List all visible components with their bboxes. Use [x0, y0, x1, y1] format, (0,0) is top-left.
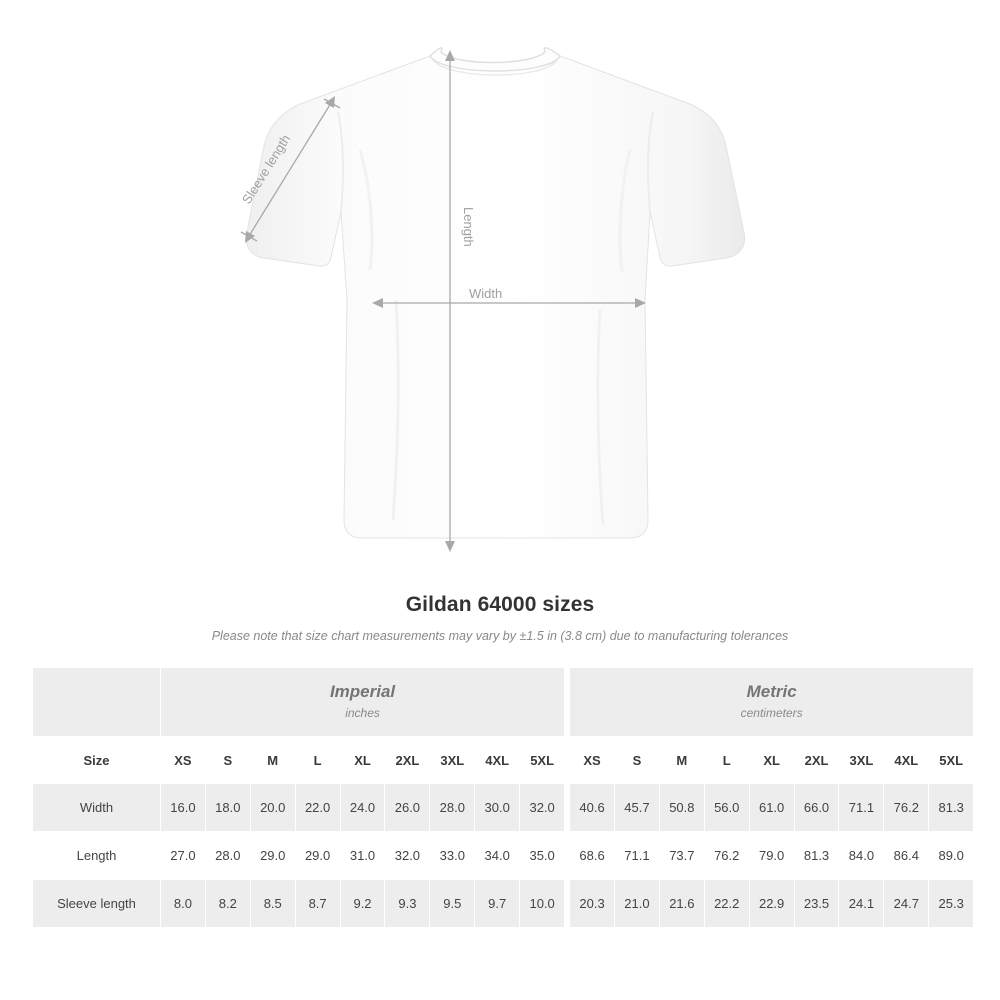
- cell-width-imperial-2xl: 26.0: [385, 784, 430, 832]
- cell-width-imperial-s: 18.0: [205, 784, 250, 832]
- size-header-imperial-s: S: [205, 737, 250, 784]
- cell-length-imperial-m: 29.0: [250, 832, 295, 880]
- cell-length-metric-xs: 68.6: [570, 832, 615, 880]
- unit-system-row: [33, 668, 974, 737]
- table-row: [33, 784, 974, 832]
- size-header-imperial-5xl: 5XL: [520, 737, 565, 784]
- cell-sleeve-imperial-xs: 8.0: [161, 880, 206, 928]
- cell-length-metric-2xl: 81.3: [794, 832, 839, 880]
- cell-sleeve-metric-2xl: 23.5: [794, 880, 839, 928]
- length-label: Length: [461, 207, 476, 247]
- size-header-row: [33, 737, 974, 784]
- page-title: Gildan 64000 sizes: [405, 593, 595, 616]
- cell-sleeve-imperial-s: 8.2: [205, 880, 250, 928]
- cell-width-imperial-xs: 16.0: [161, 784, 206, 832]
- size-header-imperial-3xl: 3XL: [430, 737, 475, 784]
- size-header-metric-xl: XL: [749, 737, 794, 784]
- cell-sleeve-metric-m: 21.6: [659, 880, 704, 928]
- size-table: [32, 667, 974, 928]
- unit-system-imperial: [161, 668, 565, 737]
- width-label: Width: [469, 286, 503, 301]
- table-row: [33, 880, 974, 928]
- cell-length-metric-m: 73.7: [659, 832, 704, 880]
- size-header-imperial-l: L: [295, 737, 340, 784]
- unit-system-metric: [570, 668, 974, 737]
- cell-width-metric-5xl: 81.3: [929, 784, 974, 832]
- size-header-metric-l: L: [704, 737, 749, 784]
- unit-system-imperial-name: Imperial: [329, 681, 396, 701]
- cell-length-metric-xl: 79.0: [749, 832, 794, 880]
- cell-length-imperial-s: 28.0: [205, 832, 250, 880]
- cell-length-imperial-xl: 31.0: [340, 832, 385, 880]
- cell-width-metric-3xl: 71.1: [839, 784, 884, 832]
- row-label-width: Width: [33, 784, 161, 832]
- cell-sleeve-imperial-3xl: 9.5: [430, 880, 475, 928]
- cell-length-imperial-xs: 27.0: [161, 832, 206, 880]
- cell-length-metric-5xl: 89.0: [929, 832, 974, 880]
- cell-width-imperial-4xl: 30.0: [475, 784, 520, 832]
- size-header-label: Size: [33, 737, 161, 784]
- cell-length-metric-l: 76.2: [704, 832, 749, 880]
- cell-length-imperial-4xl: 34.0: [475, 832, 520, 880]
- size-header-metric-m: M: [659, 737, 704, 784]
- cell-sleeve-imperial-xl: 9.2: [340, 880, 385, 928]
- unit-system-imperial-unit: inches: [345, 705, 380, 720]
- cell-sleeve-metric-xl: 22.9: [749, 880, 794, 928]
- cell-width-metric-2xl: 66.0: [794, 784, 839, 832]
- sleeve-length-label: Sleeve length: [238, 131, 294, 207]
- row-label-length: Length: [33, 832, 161, 880]
- size-header-imperial-xs: XS: [161, 737, 206, 784]
- cell-width-metric-l: 56.0: [704, 784, 749, 832]
- unit-system-metric-name: Metric: [746, 681, 797, 701]
- cell-length-imperial-5xl: 35.0: [520, 832, 565, 880]
- cell-sleeve-imperial-m: 8.5: [250, 880, 295, 928]
- size-header-imperial-xl: XL: [340, 737, 385, 784]
- cell-width-metric-s: 45.7: [615, 784, 660, 832]
- cell-sleeve-metric-l: 22.2: [704, 880, 749, 928]
- size-header-metric-s: S: [615, 737, 660, 784]
- cell-sleeve-metric-4xl: 24.7: [884, 880, 929, 928]
- size-header-metric-4xl: 4XL: [884, 737, 929, 784]
- cell-width-imperial-l: 22.0: [295, 784, 340, 832]
- cell-width-imperial-3xl: 28.0: [430, 784, 475, 832]
- cell-width-metric-xs: 40.6: [570, 784, 615, 832]
- cell-sleeve-imperial-5xl: 10.0: [520, 880, 565, 928]
- row-label-sleeve-length: Sleeve length: [33, 880, 161, 928]
- size-header-metric-xs: XS: [570, 737, 615, 784]
- cell-length-metric-s: 71.1: [615, 832, 660, 880]
- cell-width-metric-m: 50.8: [659, 784, 704, 832]
- size-table-wrapper: [32, 667, 968, 928]
- size-header-metric-5xl: 5XL: [929, 737, 974, 784]
- cell-width-imperial-5xl: 32.0: [520, 784, 565, 832]
- cell-width-metric-xl: 61.0: [749, 784, 794, 832]
- unit-system-metric-unit: centimeters: [740, 705, 803, 720]
- cell-length-imperial-l: 29.0: [295, 832, 340, 880]
- cell-sleeve-metric-3xl: 24.1: [839, 880, 884, 928]
- size-header-imperial-m: M: [250, 737, 295, 784]
- cell-sleeve-metric-xs: 20.3: [570, 880, 615, 928]
- cell-length-metric-3xl: 84.0: [839, 832, 884, 880]
- size-header-imperial-4xl: 4XL: [475, 737, 520, 784]
- tolerance-note: Please note that size chart measurements may vary by ±1.5 in (3.8 cm) due to manufacturing tolerances: [211, 629, 789, 643]
- cell-sleeve-imperial-2xl: 9.3: [385, 880, 430, 928]
- cell-length-imperial-3xl: 33.0: [430, 832, 475, 880]
- unit-row-spacer: [33, 668, 161, 737]
- table-row: [33, 832, 974, 880]
- cell-width-metric-4xl: 76.2: [884, 784, 929, 832]
- cell-length-imperial-2xl: 32.0: [385, 832, 430, 880]
- size-header-metric-2xl: 2XL: [794, 737, 839, 784]
- cell-sleeve-metric-s: 21.0: [615, 880, 660, 928]
- size-header-metric-3xl: 3XL: [839, 737, 884, 784]
- cell-length-metric-4xl: 86.4: [884, 832, 929, 880]
- size-header-imperial-2xl: 2XL: [385, 737, 430, 784]
- cell-sleeve-imperial-4xl: 9.7: [475, 880, 520, 928]
- cell-width-imperial-xl: 24.0: [340, 784, 385, 832]
- cell-sleeve-imperial-l: 8.7: [295, 880, 340, 928]
- cell-width-imperial-m: 20.0: [250, 784, 295, 832]
- cell-sleeve-metric-5xl: 25.3: [929, 880, 974, 928]
